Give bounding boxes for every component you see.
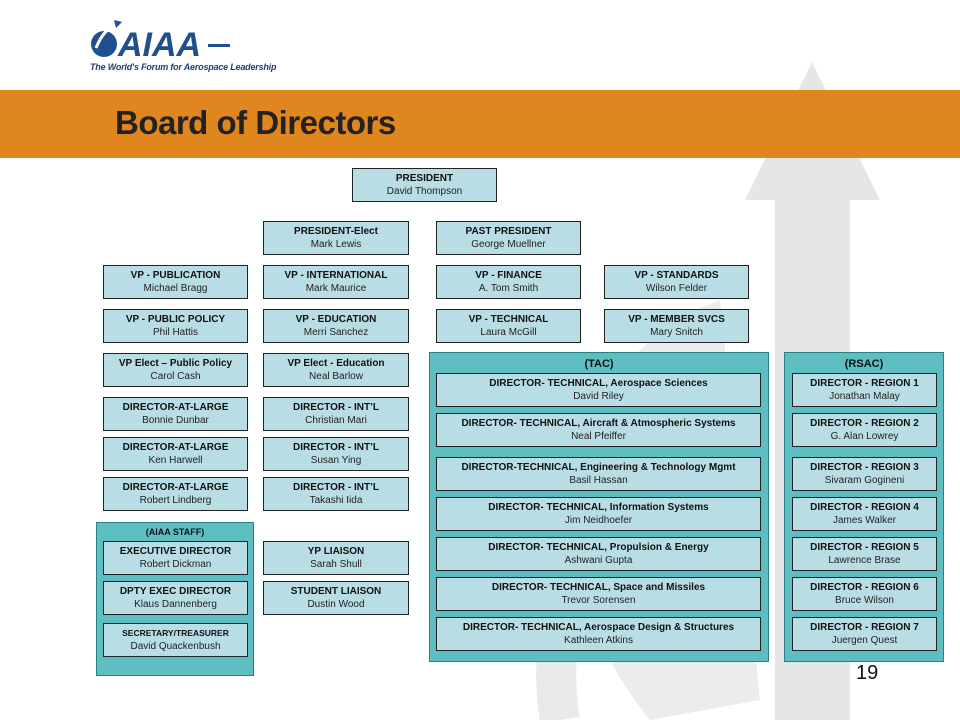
box-name: Ken Harwell (148, 455, 203, 466)
box-name: Neal Pfeiffer (571, 431, 626, 442)
tac-director-box-1 (436, 373, 761, 407)
box-name: Bruce Wilson (835, 595, 894, 606)
region-director-box-1 (792, 373, 937, 407)
tac-director-box-2 (436, 413, 761, 447)
tac-label: (TAC) (584, 358, 614, 370)
box-name: Wilson Felder (645, 283, 708, 294)
box-name: David Thompson (386, 186, 463, 197)
box-name: Robert Dickman (139, 559, 212, 570)
vp-elect-education-box (263, 353, 409, 387)
box-name: Mark Lewis (310, 239, 362, 250)
box-name: Susan Ying (310, 455, 362, 466)
box-role: DIRECTOR - REGION 5 (810, 542, 919, 553)
tac-director-box-3 (436, 457, 761, 491)
box-role: PRESIDENT-Elect (294, 226, 378, 237)
box-role: DIRECTOR - REGION 3 (810, 462, 919, 473)
box-name: James Walker (833, 515, 896, 526)
box-name: Mark Maurice (305, 283, 367, 294)
box-role: DIRECTOR - INT’L (293, 482, 379, 493)
staff-label: (AIAA STAFF) (145, 527, 205, 537)
president-box (352, 168, 497, 202)
box-name: Jim Neidhoefer (564, 515, 633, 526)
box-name: Trevor Sorensen (561, 595, 636, 606)
box-role: DIRECTOR - REGION 2 (810, 418, 919, 429)
box-role: DIRECTOR- TECHNICAL, Aerospace Design & Structures (462, 622, 735, 633)
logo-wordmark: AIAA (118, 26, 202, 62)
director-at-large-box-1 (103, 397, 248, 431)
box-name: Jonathan Malay (829, 391, 900, 402)
secretary-treasurer-box (103, 623, 248, 657)
box-name: Robert Lindberg (139, 495, 212, 506)
box-role: VP - FINANCE (475, 270, 542, 281)
box-role: VP - STANDARDS (634, 270, 719, 281)
past-president-box (436, 221, 581, 255)
box-name: Kathleen Atkins (564, 635, 633, 646)
vp-elect-public-policy-box (103, 353, 248, 387)
box-role: VP Elect - Education (287, 358, 385, 369)
director-intl-box-2 (263, 437, 409, 471)
aiaa-logo (88, 18, 238, 62)
deputy-executive-director-box (103, 581, 248, 615)
box-name: Basil Hassan (569, 475, 628, 486)
box-role: VP - TECHNICAL (468, 314, 549, 325)
box-role: YP LIAISON (307, 546, 365, 557)
logo-tagline: The World's Forum for Aerospace Leadership (90, 62, 277, 72)
box-role: DPTY EXEC DIRECTOR (119, 586, 232, 597)
box-role: DIRECTOR- TECHNICAL, Aircraft & Atmospheric Systems (461, 418, 736, 429)
region-director-box-7 (792, 617, 937, 651)
director-at-large-box-3 (103, 477, 248, 511)
vp-international-box (263, 265, 409, 299)
box-role: DIRECTOR- TECHNICAL, Propulsion & Energy (488, 542, 709, 553)
director-intl-box-1 (263, 397, 409, 431)
box-role: DIRECTOR-AT-LARGE (122, 482, 229, 493)
box-role: DIRECTOR - REGION 7 (810, 622, 919, 633)
box-role: VP - EDUCATION (295, 314, 377, 325)
vp-publication-box (103, 265, 248, 299)
box-name: Juergen Quest (831, 635, 898, 646)
box-role: PRESIDENT (395, 173, 454, 184)
box-name: Sarah Shull (310, 559, 362, 570)
box-role: EXECUTIVE DIRECTOR (119, 546, 232, 557)
rsac-label: (RSAC) (844, 358, 884, 370)
page-number: 19 (856, 662, 879, 684)
box-name: George Muellner (471, 239, 546, 250)
box-role: DIRECTOR-TECHNICAL, Engineering & Technology Mgmt (461, 462, 736, 473)
tac-director-box-6 (436, 577, 761, 611)
box-name: Phil Hattis (152, 327, 198, 338)
director-at-large-box-2 (103, 437, 248, 471)
box-name: Michael Bragg (143, 283, 208, 294)
box-role: DIRECTOR - INT’L (293, 442, 379, 453)
box-name: Dustin Wood (307, 599, 365, 610)
box-role: PAST PRESIDENT (465, 226, 552, 237)
director-intl-box-3 (263, 477, 409, 511)
tac-director-box-4 (436, 497, 761, 531)
box-role: VP - INTERNATIONAL (284, 270, 388, 281)
vp-standards-box (604, 265, 749, 299)
region-director-box-3 (792, 457, 937, 491)
box-name: Carol Cash (150, 371, 201, 382)
vp-technical-box (436, 309, 581, 343)
vp-finance-box (436, 265, 581, 299)
box-role: VP Elect – Public Policy (118, 358, 233, 369)
box-name: Klaus Dannenberg (134, 599, 217, 610)
region-director-box-4 (792, 497, 937, 531)
tac-director-box-5 (436, 537, 761, 571)
executive-director-box (103, 541, 248, 575)
box-name: Merri Sanchez (303, 327, 369, 338)
page-title: Board of Directors (115, 104, 396, 141)
box-name: Takashi Iida (309, 495, 363, 506)
box-name: Lawrence Brase (828, 555, 901, 566)
box-name: Mary Snitch (650, 327, 703, 338)
box-name: G. Alan Lowrey (830, 431, 899, 442)
vp-public-policy-box (103, 309, 248, 343)
box-name: Ashwani Gupta (564, 555, 633, 566)
box-name: Christian Mari (305, 415, 367, 426)
vp-education-box (263, 309, 409, 343)
box-role: DIRECTOR - REGION 6 (810, 582, 919, 593)
box-name: Neal Barlow (309, 371, 363, 382)
box-role: SECRETARY/TREASURER (122, 628, 229, 638)
box-name: Sivaram Gogineni (824, 475, 905, 486)
box-name: Bonnie Dunbar (142, 415, 209, 426)
box-role: DIRECTOR - INT’L (293, 402, 379, 413)
box-role: DIRECTOR - REGION 1 (810, 378, 919, 389)
tac-director-box-7 (436, 617, 761, 651)
region-director-box-6 (792, 577, 937, 611)
president-elect-box (263, 221, 409, 255)
box-role: DIRECTOR- TECHNICAL, Space and Missiles (491, 582, 706, 593)
box-name: Laura McGill (480, 327, 537, 338)
box-role: STUDENT LIAISON (290, 586, 382, 597)
box-role: VP - PUBLICATION (130, 270, 221, 281)
vp-member-svcs-box (604, 309, 749, 343)
yp-liaison-box (263, 541, 409, 575)
box-role: DIRECTOR- TECHNICAL, Aerospace Sciences (489, 378, 708, 389)
box-name: A. Tom Smith (478, 283, 539, 294)
box-role: DIRECTOR- TECHNICAL, Information Systems (488, 502, 709, 513)
box-role: DIRECTOR-AT-LARGE (122, 442, 229, 453)
box-name: David Riley (573, 391, 624, 402)
box-role: VP - MEMBER SVCS (628, 314, 725, 325)
student-liaison-box (263, 581, 409, 615)
region-director-box-5 (792, 537, 937, 571)
box-role: DIRECTOR-AT-LARGE (122, 402, 229, 413)
region-director-box-2 (792, 413, 937, 447)
box-name: David Quackenbush (130, 641, 221, 652)
box-role: VP - PUBLIC POLICY (125, 314, 226, 325)
box-role: DIRECTOR - REGION 4 (810, 502, 919, 513)
